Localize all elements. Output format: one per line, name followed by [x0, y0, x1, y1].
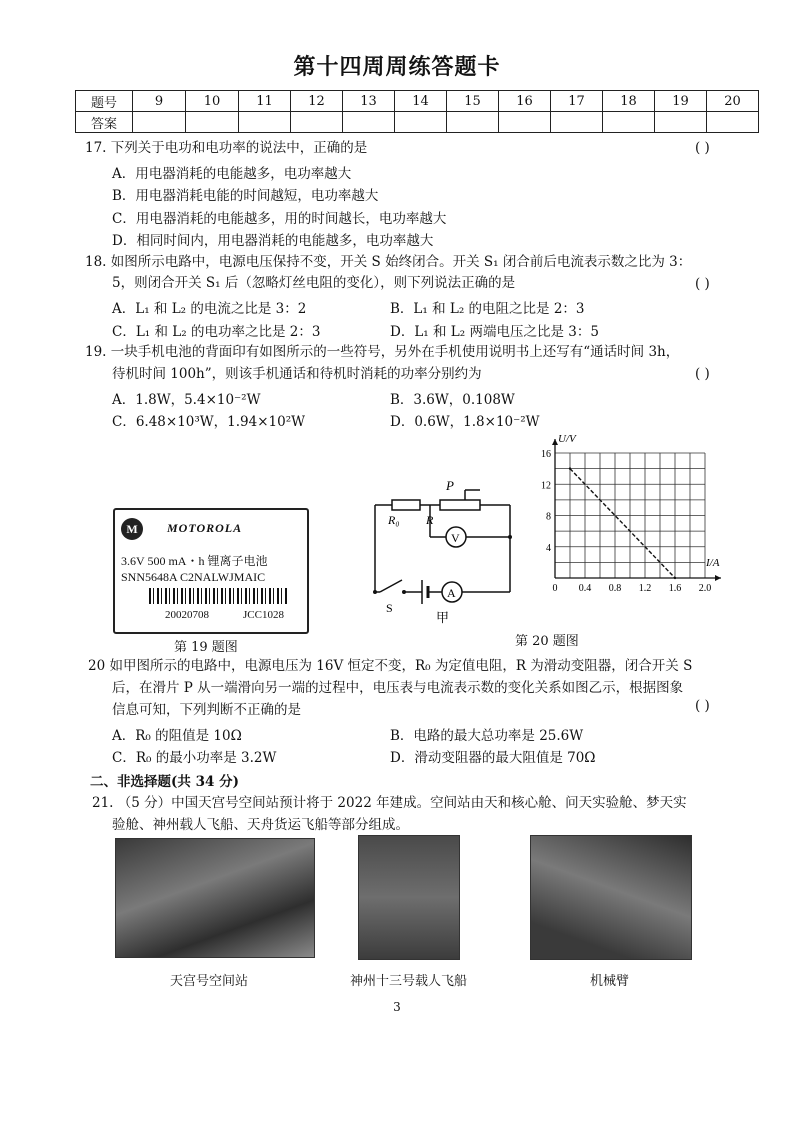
- y-tick-label: 16: [541, 449, 551, 460]
- x-tick-label: 0.4: [578, 583, 592, 594]
- q20-option-d: D．滑动变阻器的最大阻值是 70Ω: [390, 750, 596, 766]
- q20-figure-caption: 第 20 题图: [515, 634, 579, 649]
- answer-cell[interactable]: [186, 112, 239, 133]
- graph-grid: [555, 453, 705, 578]
- y-axis-label: U/V: [558, 433, 576, 445]
- y-tick-label: 8: [546, 511, 551, 523]
- battery-spec: 3.6V 500 mA・h 锂离子电池: [121, 554, 268, 568]
- tiangong-station-photo: [115, 838, 315, 958]
- switch-label: S: [386, 601, 393, 615]
- question-number-cell: 18: [603, 91, 655, 112]
- q19-answer-blank: ( ): [695, 366, 710, 382]
- question-number-cell: 14: [395, 91, 447, 112]
- q18-answer-blank: ( ): [695, 276, 710, 292]
- q19-stem-line2: 待机时间 100h”，则该手机通话和待机时消耗的功率分别约为: [112, 366, 482, 382]
- q18-option-b: B．L₁ 和 L₂ 的电阻之比是 2：3: [390, 301, 585, 317]
- q20-option-c: C．R₀ 的最小功率是 3.2W: [112, 750, 277, 766]
- x-tick-label: 0: [552, 583, 558, 594]
- battery-code-2: JCC1028: [243, 609, 284, 621]
- q17-option-a: A．用电器消耗的电能越多，电功率越大: [112, 166, 352, 182]
- q18-option-d: D．L₁ 和 L₂ 两端电压之比是 3：5: [390, 324, 599, 340]
- q20-answer-blank: ( ): [695, 698, 710, 714]
- photo-caption-arm: 机械臂: [590, 974, 630, 989]
- answer-cell[interactable]: [395, 112, 447, 133]
- answer-table-row-label: 题号: [76, 91, 133, 112]
- graph-axes: [552, 439, 721, 581]
- q20-stem-line1: 20 如甲图所示的电路中，电源电压为 16V 恒定不变，R₀ 为定值电阻，R 为滑动变阻器，闭合开关 S: [88, 658, 693, 674]
- q19-figure-caption: 第 19 题图: [174, 640, 238, 655]
- ammeter-label: A: [447, 586, 456, 600]
- q19-option-c: C．6.48×10³W，1.94×10²W: [112, 414, 306, 430]
- q20-stem-line3: 信息可知，下列判断不正确的是: [112, 702, 301, 718]
- answer-cell[interactable]: [499, 112, 551, 133]
- q17-stem: 17. 下列关于电功和电功率的说法中，正确的是: [85, 140, 368, 156]
- answer-cell[interactable]: [551, 112, 603, 133]
- battery-code-1: 20020708: [165, 609, 209, 621]
- page-number: 3: [393, 1000, 401, 1014]
- question-number-cell: 20: [707, 91, 759, 112]
- rheostat-r: [440, 500, 480, 510]
- q19-stem-line1: 19. 一块手机电池的背面印有如图所示的一些符号，另外在手机使用说明书上还写有“通话时间 3h，: [85, 344, 680, 360]
- answer-cell[interactable]: [707, 112, 759, 133]
- voltmeter-label: V: [451, 531, 460, 545]
- ui-graph: [528, 430, 728, 595]
- q17-option-c: C．用电器消耗的电能越多，用的时间越长，电功率越大: [112, 211, 447, 227]
- photo-caption-shenzhou: 神州十三号载人飞船: [350, 974, 468, 989]
- question-number-cell: 12: [291, 91, 343, 112]
- photo-caption-tiangong: 天宫号空间站: [170, 974, 249, 989]
- answer-cell[interactable]: [447, 112, 499, 133]
- figure-jia-label: 甲: [436, 611, 450, 625]
- series-point: [569, 467, 571, 469]
- q18-option-c: C．L₁ 和 L₂ 的电功率之比是 2：3: [112, 324, 321, 340]
- question-number-cell: 9: [133, 91, 186, 112]
- q21-line1: 21. （5 分）中国天宫号空间站预计将于 2022 年建成。空间站由天和核心舱、问天实验舱、梦天实: [92, 795, 687, 811]
- barcode: [149, 588, 289, 604]
- answer-table: [75, 90, 759, 133]
- question-number-cell: 17: [551, 91, 603, 112]
- q18-stem-line1: 18. 如图所示电路中，电源电压保持不变，开关 S 始终闭合。开关 S₁ 闭合前后电流表示数之比为 3：: [85, 254, 692, 270]
- label-r0: R₀: [388, 513, 400, 527]
- answer-table-header-row: [76, 91, 759, 112]
- robotic-arm-photo: [530, 835, 692, 960]
- q19-option-d: D．0.6W，1.8×10⁻²W: [390, 414, 540, 430]
- q19-option-a: A．1.8W，5.4×10⁻²W: [112, 392, 261, 408]
- resistor-r0: [392, 500, 420, 510]
- q20-option-a: A．R₀ 的阻值是 10Ω: [112, 728, 242, 744]
- question-number-cell: 15: [447, 91, 499, 112]
- series-line: [570, 469, 675, 578]
- q20-stem-line2: 后，在滑片 P 从一端滑向另一端的过程中，电压表与电流表示数的变化关系如图乙示，根据图象: [112, 680, 684, 696]
- y-tick-label: 12: [541, 480, 551, 492]
- answer-cell[interactable]: [655, 112, 707, 133]
- series-point: [674, 577, 676, 579]
- shenzhou-spacecraft-photo: [358, 835, 460, 960]
- circuit-diagram: [350, 480, 530, 625]
- answer-cell[interactable]: [133, 112, 186, 133]
- battery-model: SNN5648A C2NALWJMAIC: [121, 570, 266, 584]
- q18-option-a: A．L₁ 和 L₂ 的电流之比是 3：2: [112, 301, 307, 317]
- battery-label: [113, 508, 309, 634]
- battery-brand: MOTOROLA: [167, 521, 243, 535]
- question-number-cell: 16: [499, 91, 551, 112]
- q17-option-b: B．用电器消耗电能的时间越短，电功率越大: [112, 188, 379, 204]
- x-tick-label: 2.0: [698, 583, 712, 594]
- q18-stem-line2: 5，则闭合开关 S₁ 后（忽略灯丝电阻的变化），则下列说法正确的是: [112, 275, 516, 291]
- page-title: 第十四周周练答题卡: [293, 54, 501, 80]
- question-number-cell: 19: [655, 91, 707, 112]
- question-number-cell: 11: [239, 91, 291, 112]
- x-tick-label: 1.6: [668, 583, 682, 594]
- label-p: P: [446, 480, 454, 493]
- answer-cell[interactable]: [291, 112, 343, 133]
- answer-cell[interactable]: [239, 112, 291, 133]
- motorola-logo-icon: M: [121, 518, 143, 540]
- question-number-cell: 10: [186, 91, 239, 112]
- section-heading: 二、非选择题(共 34 分): [90, 774, 239, 790]
- q20-option-b: B．电路的最大总功率是 25.6W: [390, 728, 584, 744]
- x-tick-label: 0.8: [608, 583, 622, 594]
- x-axis-label: I/A: [706, 557, 720, 569]
- answer-table-row-label: 答案: [76, 112, 133, 133]
- q17-answer-blank: ( ): [695, 140, 710, 156]
- question-number-cell: 13: [343, 91, 395, 112]
- answer-table-answer-row: [76, 112, 759, 133]
- label-r: R: [426, 513, 434, 527]
- y-tick-label: 4: [546, 542, 551, 554]
- q17-option-d: D．相同时间内，用电器消耗的电能越多，电功率越大: [112, 233, 434, 249]
- q21-line2: 验舱、神州载人飞船、天舟货运飞船等部分组成。: [112, 817, 409, 833]
- x-tick-label: 1.2: [638, 583, 652, 594]
- answer-cell[interactable]: [603, 112, 655, 133]
- q19-option-b: B．3.6W，0.108W: [390, 392, 515, 408]
- graph-ticks: [541, 449, 711, 594]
- answer-cell[interactable]: [343, 112, 395, 133]
- x-axis-arrow-icon: [715, 575, 721, 581]
